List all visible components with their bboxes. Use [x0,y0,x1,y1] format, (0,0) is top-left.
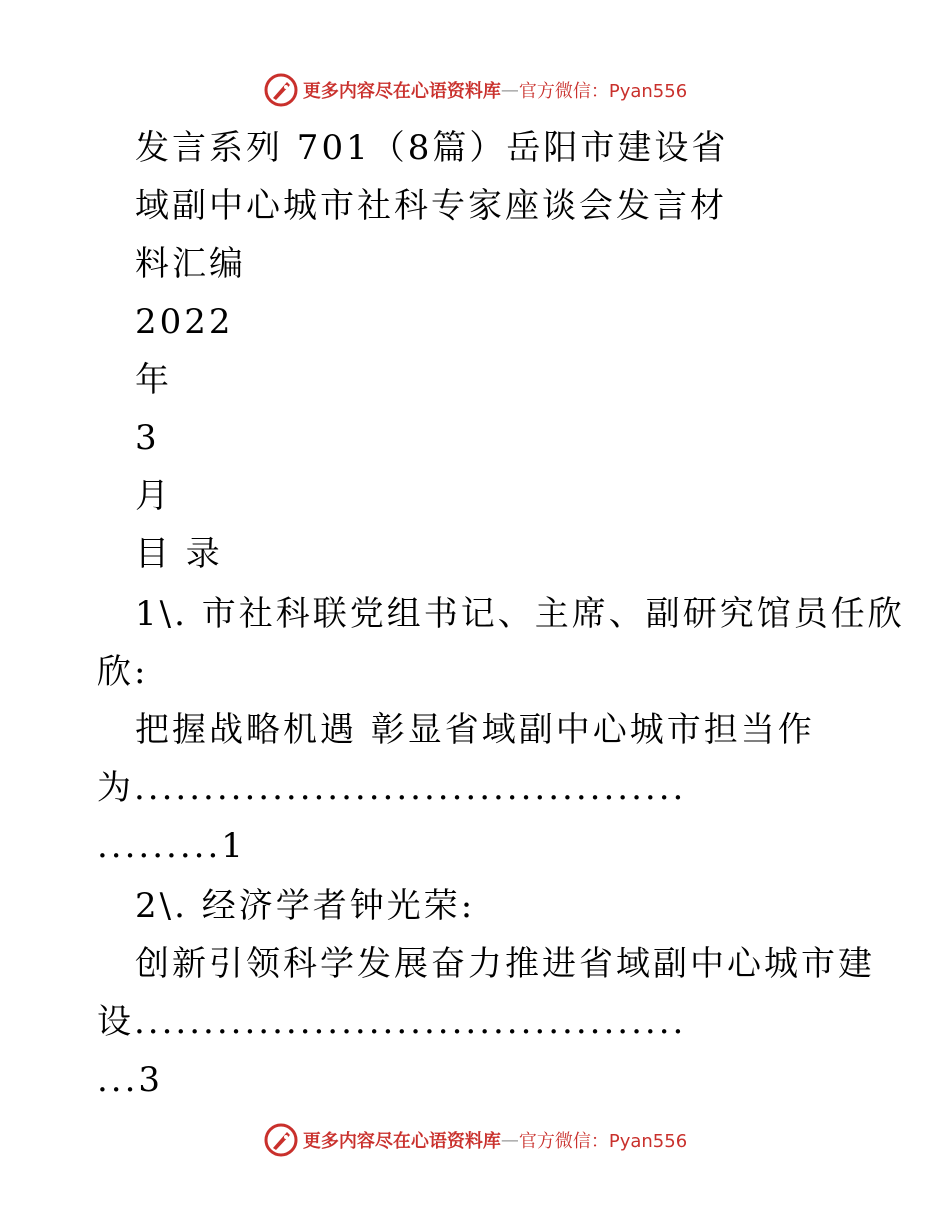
toc-entry-2-author: 2\. 经济学者钟光荣: [135,886,476,926]
date-year-unit: 年 [135,360,172,400]
toc-heading: 目 录 [135,534,223,574]
pen-logo-icon [263,1122,299,1158]
toc-entry-1-author: 1\. 市社科联党组书记、主席、副研究馆员任欣 [135,594,905,634]
date-month-number: 3 [135,418,160,458]
watermark-wechat: 官方微信：Pyan556 [518,1131,688,1152]
toc-entry-1-page: .........1 [97,826,246,866]
toc-entry-1-title: 把握战略机遇 彰显省域副中心城市担当作 [135,710,815,750]
watermark-separator: — [500,1129,519,1151]
toc-entry-2-page: ...3 [97,1060,164,1100]
toc-entry-2-leader: 设........................................ [97,1002,687,1042]
watermark-main-text: 更多内容尽在心语资料库 [302,1131,501,1152]
date-year-number: 2022 [135,302,234,342]
watermark-footer [0,1120,950,1160]
date-month-unit: 月 [135,476,172,516]
toc-entry-1-author-cont: 欣: [97,652,149,692]
watermark-main-text: 更多内容尽在心语资料库 [302,81,501,102]
title-line-2: 域副中心城市社科专家座谈会发言材 [135,186,727,226]
title-line-3: 料汇编 [135,244,246,284]
pen-logo-icon [263,72,299,108]
title-line-1: 发言系列 701（8篇）岳阳市建设省 [135,128,729,168]
toc-entry-2-title: 创新引领科学发展奋力推进省域副中心城市建 [135,944,875,984]
watermark-header [0,70,950,110]
toc-entry-1-leader: 为........................................ [97,768,687,808]
watermark-separator: — [500,79,519,101]
watermark-wechat: 官方微信：Pyan556 [518,81,688,102]
